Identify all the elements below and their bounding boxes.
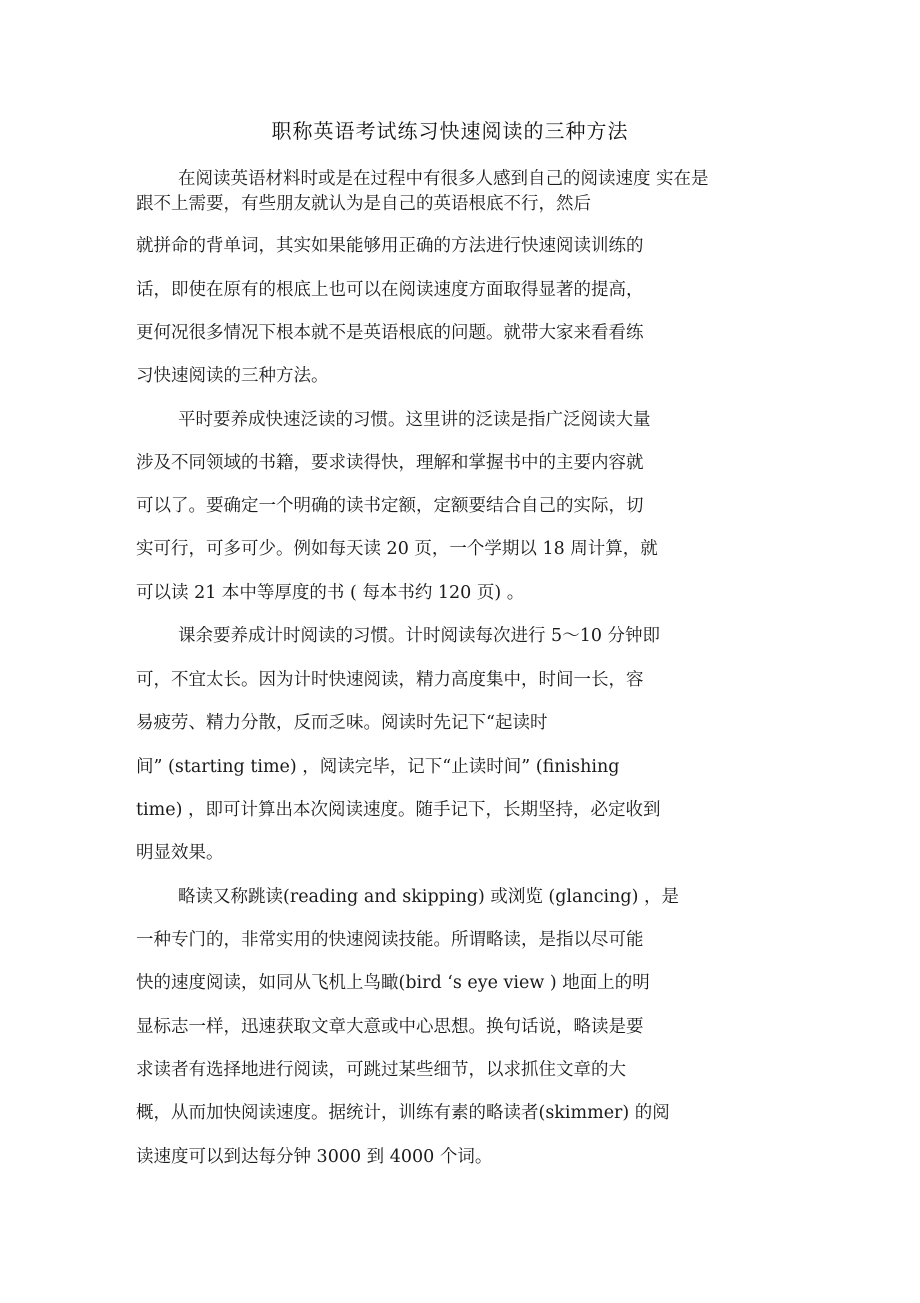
paragraph-line: 略读又称跳读(reading and skipping) 或浏览 (glancing) ，是 [178,887,679,907]
paragraph-line: time) ，即可计算出本次阅读速度。随手记下，长期坚持，必定收到 [136,800,661,820]
paragraph-line: 间” (starting time) ，阅读完毕，记下“止读时间” (finishing [136,757,620,777]
paragraph-line: 话，即使在原有的根底上也可以在阅读速度方面取得显著的提高， [136,280,644,300]
paragraph-line: 可以了。要确定一个明确的读书定额，定额要结合自己的实际，切 [136,496,644,516]
paragraph-line: 涉及不同领域的书籍，要求读得快，理解和掌握书中的主要内容就 [136,453,644,473]
paragraph-line: 求读者有选择地进行阅读，可跳过某些细节，以求抓住文章的大 [136,1060,626,1080]
paragraph-line: 习快速阅读的三种方法。 [136,366,329,386]
paragraph-line: 可，不宜太长。因为计时快速阅读，精力高度集中，时间一长，容 [136,670,644,690]
document-title: 职称英语考试练习快速阅读的三种方法 [271,119,629,143]
paragraph-line: 跟不上需要，有些朋友就认为是自己的英语根底不行，然后 [136,194,591,214]
paragraph-line: 实可行，可多可少。例如每天读 20 页，一个学期以 18 周计算，就 [136,539,658,559]
paragraph-line: 平时要养成快速泛读的习惯。这里讲的泛读是指广泛阅读大量 [178,410,651,430]
paragraph-line: 更何况很多情况下根本就不是英语根底的问题。就带大家来看看练 [136,323,644,343]
paragraph-line: 概，从而加快阅读速度。据统计，训练有素的略读者(skimmer) 的阅 [136,1103,670,1123]
paragraph-line: 易疲劳、精力分散，反而乏味。阅读时先记下“起读时 [136,713,548,733]
paragraph-line: 课余要养成计时阅读的习惯。计时阅读每次进行 5～10 分钟即 [178,626,661,646]
paragraph-line: 就拼命的背单词，其实如果能够用正确的方法进行快速阅读训练的 [136,236,644,256]
paragraph-line: 可以读 21 本中等厚度的书 ( 每本书约 120 页) 。 [136,583,525,603]
paragraph-line: 快的速度阅读，如同从飞机上鸟瞰(bird ‘s eye view ) 地面上的明 [136,973,650,993]
paragraph-line: 显标志一样，迅速获取文章大意或中心思想。换句话说，略读是要 [136,1017,644,1037]
paragraph-line: 读速度可以到达每分钟 3000 到 4000 个词。 [136,1147,493,1167]
paragraph-line: 明显效果。 [136,843,224,863]
paragraph-line: 在阅读英语材料时或是在过程中有很多人感到自己的阅读速度 实在是 [178,169,709,189]
paragraph-line: 一种专门的，非常实用的快速阅读技能。所谓略读，是指以尽可能 [136,930,644,950]
